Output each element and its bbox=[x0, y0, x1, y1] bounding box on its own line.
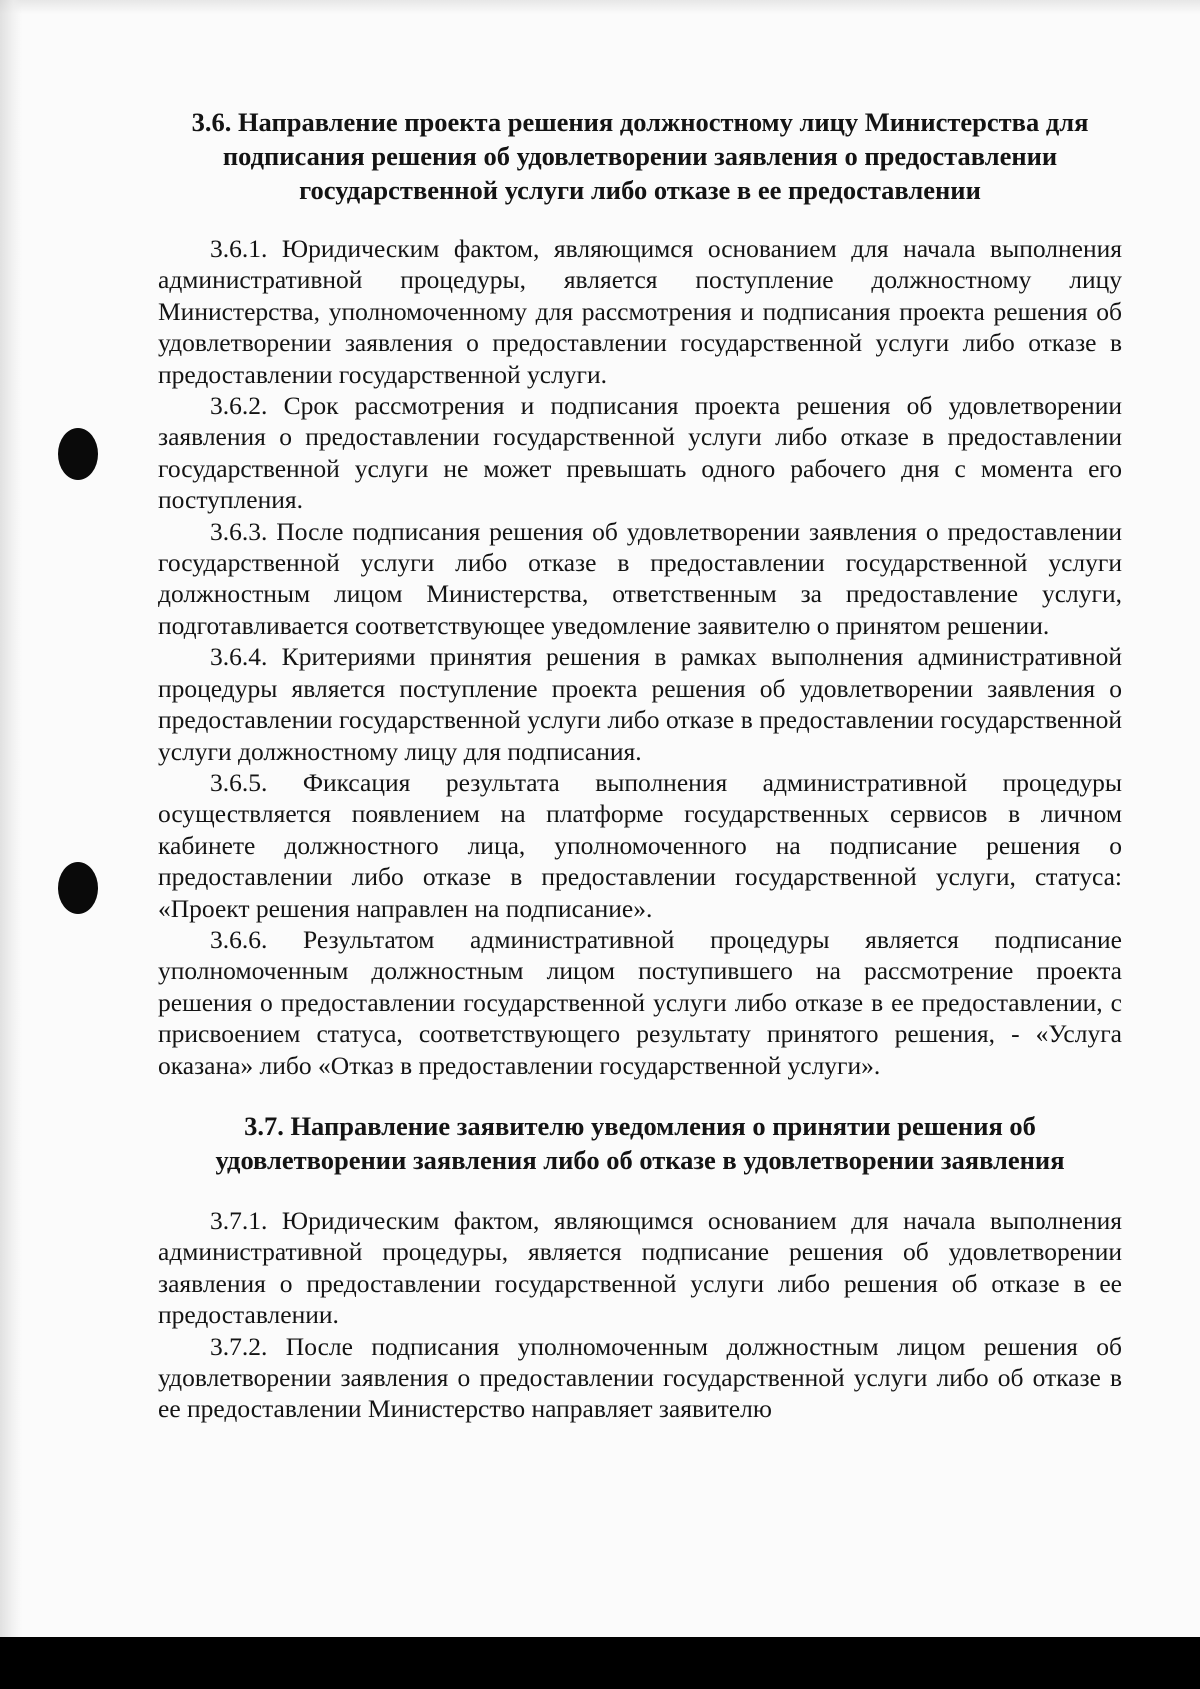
heading-line: 3.6. Направление проекта решения должностному лицу Министерства для bbox=[191, 107, 1089, 137]
paragraph-3-6-5: 3.6.5. Фиксация результата выполнения административной процедуры осуществляется появлением на платформе государственных сервисов в личном кабинете должностного лица, уполномоченного на подписание решения о предоставлении либо отказе в предоставлении государственной услуги, статуса: «Проект решения направлен на подписание». bbox=[158, 767, 1122, 923]
spacer bbox=[158, 1177, 1122, 1205]
section-3-6-heading bbox=[158, 105, 1122, 207]
paragraph-3-7-1: 3.7.1. Юридическим фактом, являющимся основанием для начала выполнения административной процедуры, является подписание решения об удовлетворении заявления о предоставлении государственной услуги либо решения об отказе в ее предоставлении. bbox=[158, 1205, 1122, 1330]
punch-hole-lower bbox=[58, 862, 98, 914]
heading-line: подписания решения об удовлетворении заявления о предоставлении bbox=[222, 141, 1058, 171]
paragraph-3-6-3: 3.6.3. После подписания решения об удовлетворении заявления о предоставлении государственной услуги либо отказе в предоставлении государственной услуги должностным лицом Министерства, ответственным за предоставление услуги, подготавливается соответствующее уведомление заявителю о принятом решении. bbox=[158, 516, 1122, 640]
punch-hole-upper bbox=[58, 428, 98, 480]
spacer bbox=[158, 207, 1122, 233]
document-body bbox=[158, 105, 1122, 1425]
paragraph-3-6-1: 3.6.1. Юридическим фактом, являющимся основанием для начала выполнения административной процедуры, является поступление должностному лицу Министерства, уполномоченному для рассмотрения и подписания проекта решения об удовлетворении заявления о предоставлении государственной услуги либо отказе в предоставлении государственной услуги. bbox=[158, 234, 1122, 389]
scan-shadow-top bbox=[0, 0, 1200, 14]
paragraph-3-7-2: 3.7.2. После подписания уполномоченным должностным лицом решения об удовлетворении заявления о предоставлении государственной услуги либо об отказе в ее предоставлении Министерство направляет заявителю bbox=[158, 1331, 1122, 1424]
heading-line: государственной услуги либо отказе в ее предоставлении bbox=[299, 175, 981, 205]
heading-line: удовлетворении заявления либо об отказе в удовлетворении заявления bbox=[215, 1144, 1065, 1175]
heading-line: 3.7. Направление заявителю уведомления о принятии решения об bbox=[244, 1110, 1036, 1141]
scan-shadow-left bbox=[0, 0, 22, 1640]
spacer bbox=[158, 1081, 1122, 1109]
paragraph-3-6-6: 3.6.6. Результатом административной процедуры является подписание уполномоченным должностным лицом поступившего на рассмотрение проекта решения о предоставлении государственной услуги либо отказе в ее предоставлении, с присвоением статуса, соответствующего результату принятого решения, - «Услуга оказана» либо «Отказ в предоставлении государственной услуги». bbox=[158, 924, 1122, 1080]
paragraph-3-6-2: 3.6.2. Срок рассмотрения и подписания проекта решения об удовлетворении заявления о предоставлении государственной услуги либо отказе в предоставлении государственной услуги не может превышать одного рабочего дня с момента его поступления. bbox=[158, 391, 1122, 515]
scan-bottom-edge bbox=[0, 1637, 1200, 1689]
paragraph-3-6-4: 3.6.4. Критериями принятия решения в рамках выполнения административной процедуры является поступление проекта решения об удовлетворении заявления о предоставлении государственной услуги либо отказе в предоставлении государственной услуги должностному лицу для подписания. bbox=[158, 642, 1122, 766]
section-3-7-heading bbox=[158, 1109, 1122, 1177]
